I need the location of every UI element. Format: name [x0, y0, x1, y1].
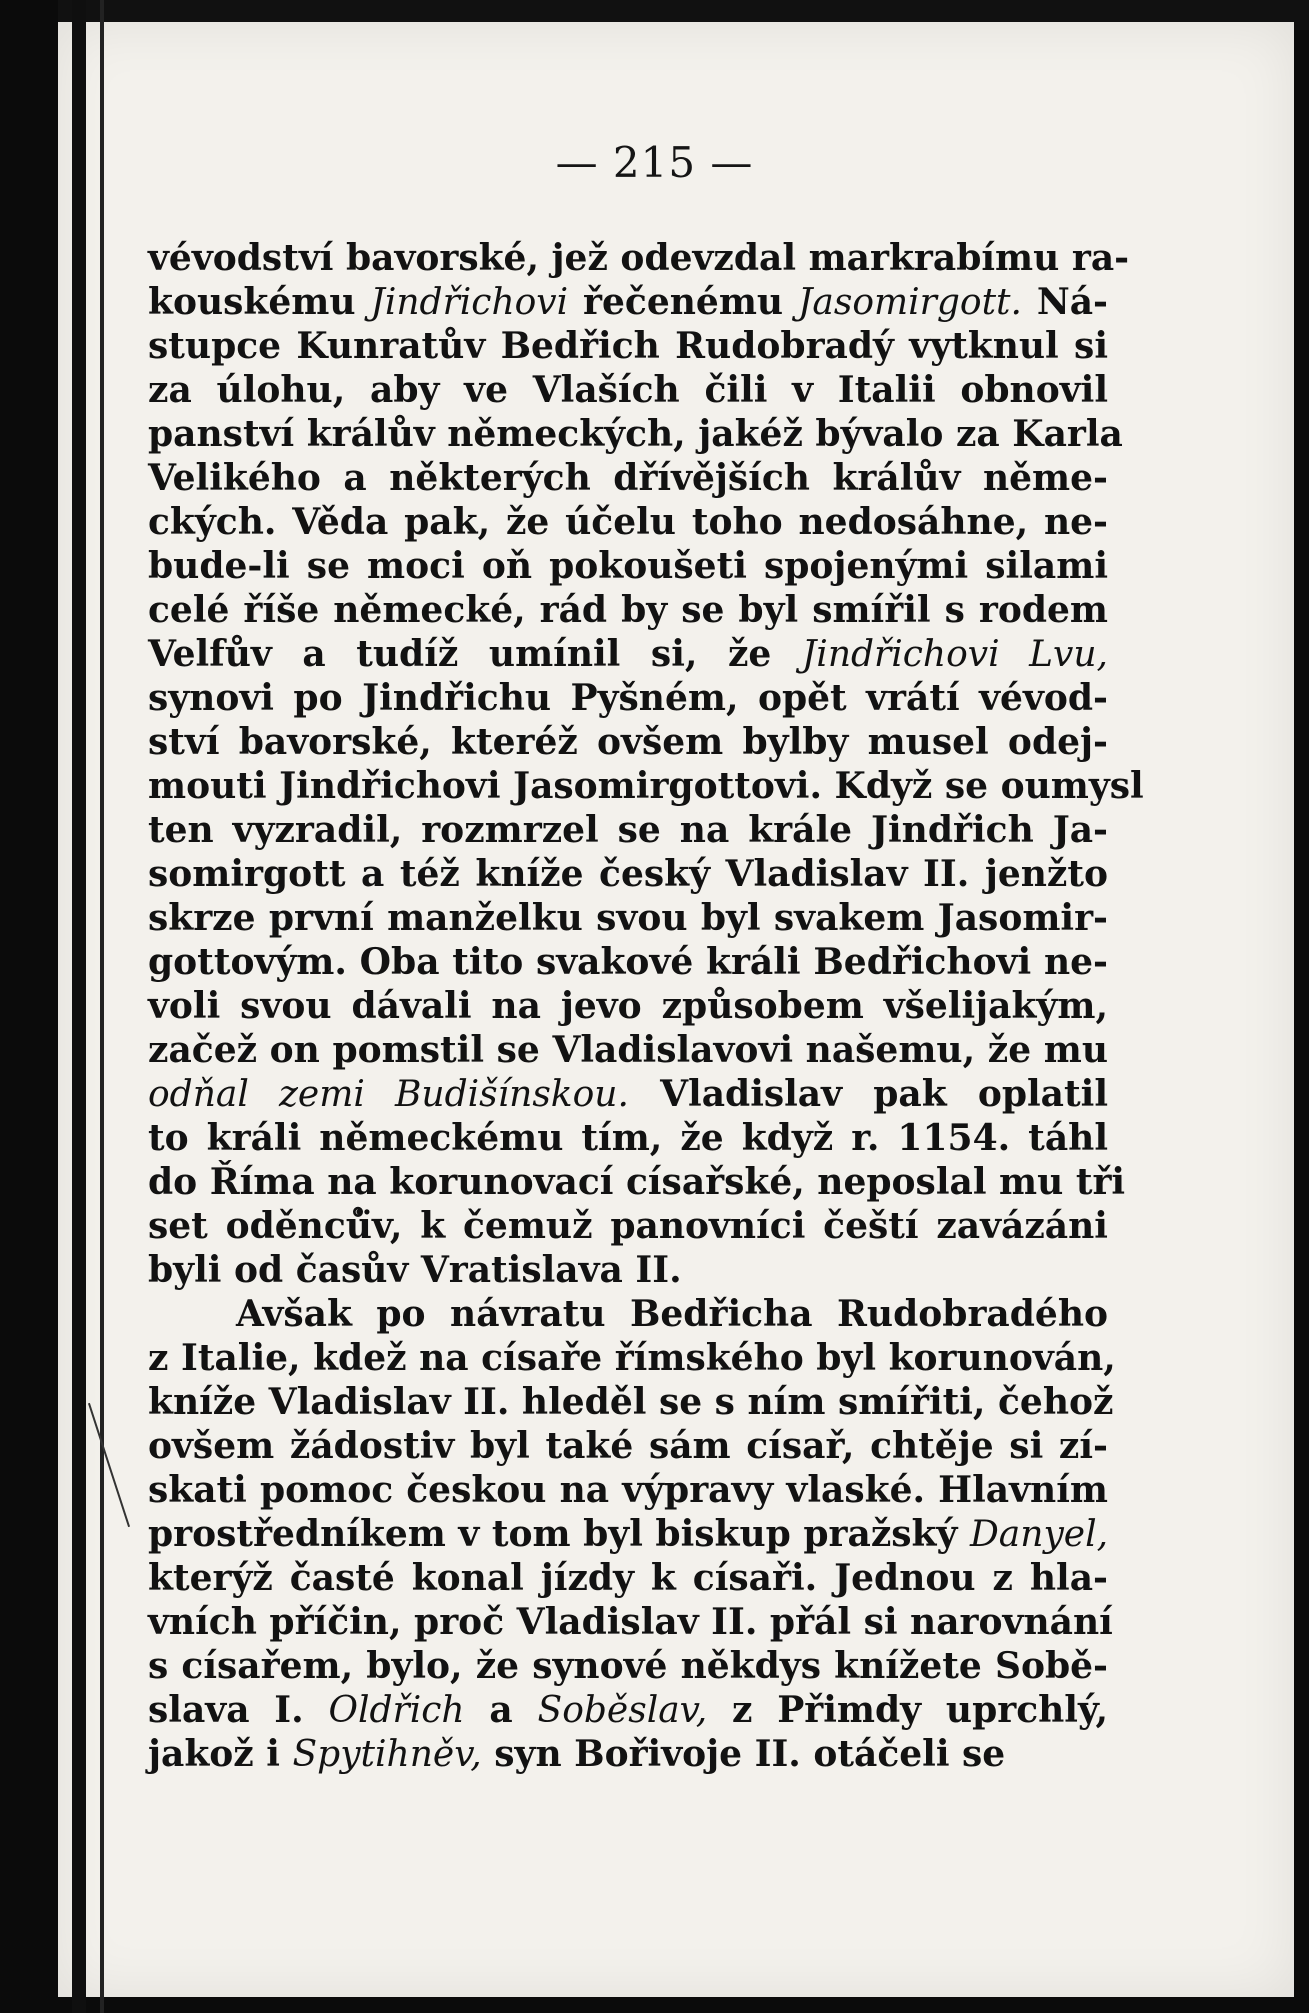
- italic-span: Spytihněv,: [292, 1734, 482, 1775]
- text-span: byli od časův Vratislava II.: [148, 1249, 682, 1291]
- page-left-edge-line: [100, 0, 104, 2013]
- text-line: [148, 500, 1108, 544]
- text-span: to králi německému tím, že když r. 1154. táhl: [148, 1117, 1108, 1159]
- text-span: vévodství bavorské, jež odevzdal markrabímu ra-: [148, 237, 1130, 279]
- text-span: Velfův a tudíž umínil si, že: [148, 633, 802, 675]
- text-line: [148, 1600, 1113, 1644]
- text-span: ovšem žádostiv byl také sám císař, chtěje si zí-: [148, 1425, 1108, 1467]
- text-line: [148, 324, 1108, 368]
- text-line: [148, 1380, 1114, 1424]
- page-left-edge: [72, 0, 86, 2013]
- text-line: [148, 1336, 1116, 1380]
- italic-span: Jindřichovi Lvu,: [801, 634, 1108, 675]
- text-span: kníže Vladislav II. hleděl se s ním smířiti, čehož: [148, 1381, 1114, 1423]
- text-span: a: [464, 1689, 538, 1731]
- text-span: stupce Kunratův Bedřich Rudobradý vytknul si: [148, 325, 1108, 367]
- page-number: — 215 —: [555, 138, 754, 187]
- text-span: celé říše německé, rád by se byl smířil s rodem: [148, 589, 1108, 631]
- text-line: [148, 896, 1108, 940]
- text-span: Avšak po návratu Bedřicha Rudobradého: [236, 1293, 1108, 1335]
- text-line: [148, 1424, 1108, 1468]
- text-line: [148, 544, 1108, 588]
- text-span: set oděnců̈v, k čemuž panovníci čeští zavázáni: [148, 1205, 1108, 1247]
- text-line: [148, 1512, 1108, 1556]
- text-line: [148, 412, 1123, 456]
- text-span: řečenému: [568, 281, 798, 323]
- text-span: Vladislav pak oplatil: [628, 1073, 1108, 1115]
- text-line: [148, 1468, 1108, 1512]
- text-line: [148, 368, 1108, 412]
- text-span: somirgott a též kníže český Vladislav II. jenžto: [148, 853, 1108, 895]
- text-line: [148, 1072, 1108, 1116]
- text-span: Velikého a některých dřívějších králův něme-: [148, 457, 1108, 499]
- text-line: [148, 1732, 1108, 1776]
- italic-span: Oldřich: [328, 1690, 465, 1731]
- text-line: [148, 808, 1108, 852]
- text-line: [148, 280, 1108, 324]
- text-span: vních příčin, proč Vladislav II. přál si narovnání: [148, 1601, 1113, 1643]
- text-span: z Přimdy uprchlý,: [707, 1689, 1108, 1731]
- text-span: do Říma na korunovací císařské, neposlal mu tři: [148, 1161, 1126, 1203]
- text-line: [148, 632, 1108, 676]
- text-span: ckých. Věda pak, že účelu toho nedosáhne, ne-: [148, 501, 1108, 543]
- text-span: skati pomoc českou na výpravy vlaské. Hlavním: [148, 1469, 1108, 1511]
- text-line: [148, 676, 1108, 720]
- text-line: [148, 236, 1130, 280]
- text-line: [148, 1248, 1108, 1292]
- text-line: [148, 984, 1108, 1028]
- text-line: [148, 1688, 1108, 1732]
- text-line: [148, 456, 1108, 500]
- italic-span: Soběslav,: [537, 1690, 708, 1731]
- italic-span: Jasomirgott.: [797, 282, 1022, 323]
- text-span: skrze první manželku svou byl svakem Jasomir-: [148, 897, 1108, 939]
- text-line: [148, 1116, 1108, 1160]
- text-line: [148, 1160, 1126, 1204]
- italic-span: odňal zemi Budišínskou.: [148, 1074, 629, 1115]
- text-span: ten vyzradil, rozmrzel se na krále Jindřich Ja-: [148, 809, 1108, 851]
- body-text: [148, 236, 1144, 1776]
- text-line: [148, 1204, 1108, 1248]
- text-span: Ná-: [1021, 281, 1108, 323]
- text-line: [148, 940, 1108, 984]
- italic-span: Jindřichovi: [370, 282, 569, 323]
- text-line: [148, 1292, 1108, 1336]
- text-span: slava I.: [148, 1689, 329, 1731]
- text-span: s císařem, bylo, že synové někdys knížete Sobě-: [148, 1645, 1108, 1687]
- italic-span: Danyel,: [969, 1514, 1109, 1555]
- text-span: mouti Jindřichovi Jasomirgottovi. Když se oumysl: [148, 765, 1144, 807]
- text-span: kterýž časté konal jízdy k císaři. Jednou z hla-: [148, 1557, 1108, 1599]
- text-span: bude-li se moci oň pokoušeti spojenými silami: [148, 545, 1108, 587]
- text-span: za úlohu, aby ve Vlaších čili v Italii obnovil: [148, 369, 1108, 411]
- text-line: [148, 1556, 1108, 1600]
- text-span: ství bavorské, kteréž ovšem bylby musel odej-: [148, 721, 1108, 763]
- text-span: syn Bořivoje II. otáčeli se: [481, 1733, 1006, 1775]
- text-span: prostředníkem v tom byl biskup pražský: [148, 1513, 970, 1555]
- text-span: kouskému: [148, 281, 371, 323]
- text-line: [148, 1644, 1108, 1688]
- text-line: [148, 764, 1144, 808]
- text-span: jakož i: [148, 1733, 293, 1775]
- text-span: z Italie, kdež na císaře římského byl korunován,: [148, 1337, 1116, 1379]
- text-line: [148, 852, 1108, 896]
- text-line: [148, 720, 1108, 764]
- text-line: [148, 1028, 1108, 1072]
- text-span: gottovým. Oba tito svakové králi Bedřichovi ne-: [148, 941, 1108, 983]
- text-span: začež on pomstil se Vladislavovi našemu, že mu: [148, 1029, 1108, 1071]
- text-span: panství králův německých, jakéž bývalo za Karla: [148, 413, 1123, 455]
- text-line: [148, 588, 1108, 632]
- text-span: voli svou dávali na jevo způsobem všelijakým,: [148, 985, 1108, 1027]
- text-span: synovi po Jindřichu Pyšném, opět vrátí vévod-: [148, 677, 1108, 719]
